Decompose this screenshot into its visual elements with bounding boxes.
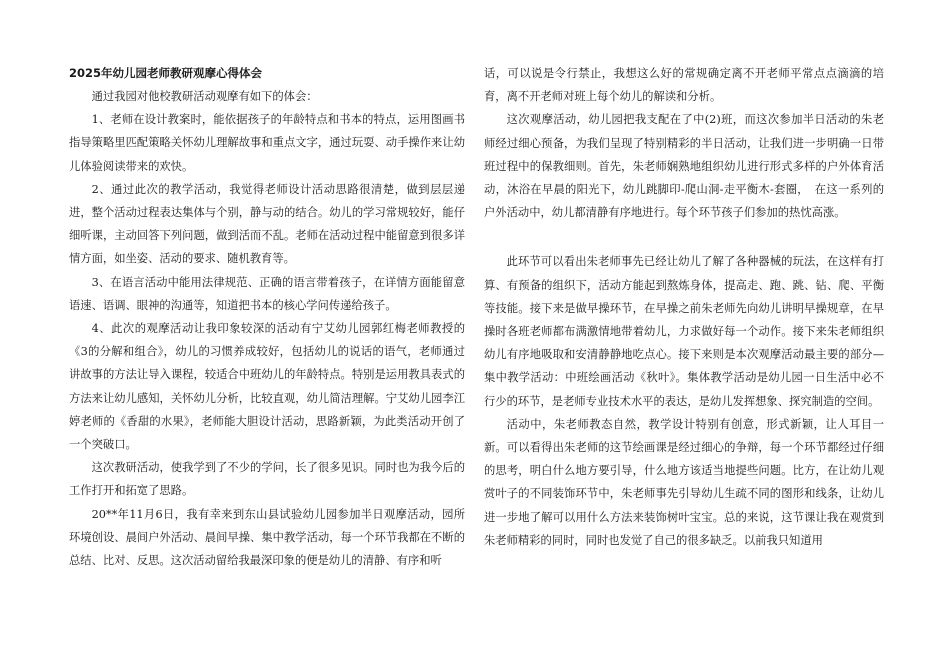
paragraph-point-1: 1、老师在设计教案时，能依据孩子的年龄特点和书本的特点，运用图画书指导策略里匹配策略关怀幼儿理解故事和重点文字，通过玩耍、动手操作来让幼儿体验阅读带来的欢快。 xyxy=(69,113,465,173)
left-column xyxy=(69,62,465,572)
right-column xyxy=(484,62,884,552)
paragraph-gap xyxy=(484,224,884,250)
paragraph-activities: 此环节可以看出朱老师事先已经让幼儿了解了各种器械的玩法，在这样有打算、有预备的组织下，活动方能起到熬炼身体，提高走、跑、跳、钻、爬、平衡等技能。接下来是做早操环节，在早操之前朱老师先向幼儿讲明早操规章，在早操时各班老师都布满激情地带着幼儿，力求做好每一个动作。接下来朱老师组织幼儿有序地吸取和安清静静地吃点心。接下来则是本次观摩活动最主要的部分—集中教学活动：中班绘画活动《秋叶》。集体教学活动是幼儿园一日生活中必不行少的环节，是老师专业技术水平的表达，是幼儿发挥想象、探究制造的空间。 xyxy=(484,255,884,408)
paragraph-point-4: 4、此次的观摩活动让我印象较深的活动有宁艾幼儿园郭红梅老师教授的《3的分解和组合》，幼儿的习惯养成较好，包括幼儿的说话的语气，老师通过讲故事的方法让导入课程，较适合中班幼儿的年龄特点。特别是运用教具表式的方法来让幼儿感知，关怀幼儿分析，比较直观，幼儿简洁理解。宁艾幼儿园李江婷老师的《香甜的水果》，老师能大胆设计活动，思路新颖，为此类活动开创了一个突破口。 xyxy=(69,322,465,452)
paragraph-teaching: 活动中，朱老师教态自然，教学设计特别有创意，形式新颖，让人耳目一新。可以看得出朱老师的这节绘画课是经过细心的争辩，每一个环节都经过仔细的思考，明白什么地方要引导，什么地方该适当地提些问题。比方，在让幼儿观赏叶子的不同装饰环节中，朱老师事先引导幼儿生疏不同的图形和线条，让幼儿进一步地了解可以用什么方法来装饰树叶宝宝。总的来说，这节课让我在观赏到朱老师精彩的同时，同时也发觉了自己的很多缺乏。以前我只知道用 xyxy=(484,417,884,547)
paragraph-observation: 这次观摩活动，幼儿园把我支配在了中(2)班，而这次参加半日活动的朱老师经过细心预备，为我们呈现了特别精彩的半日活动，让我们进一步明确一日带班过程中的保教细则。首先，朱老师娴熟地组织幼儿进行形式多样的户外体育活动，沐浴在早晨的阳光下，幼儿跳脚印-爬山洞-走平衡木-套圈， 在这一系列的户外活动中，幼儿都清静有序地进行。每个环节孩子们参加的热忱高涨。 xyxy=(484,113,884,220)
paragraph-point-3: 3、在语言活动中能用法律规范、正确的语言带着孩子，在详情方面能留意语速、语调、眼神的沟通等，知道把书本的核心学问传递给孩子。 xyxy=(69,275,465,312)
paragraph-visit: 20**年11月6日，我有幸来到东山县试验幼儿园参加半日观摩活动，园所环境创设、晨间户外活动、晨间早操、集中教学活动，每一个环节我都在不断的总结、比对、反思。这次活动留给我最深印象的便是幼儿的清静、有序和听 xyxy=(69,507,465,568)
paragraph-summary: 这次教研活动，使我学到了不少的学问，长了很多见识。同时也为我今后的工作打开和拓宽了思路。 xyxy=(69,461,465,498)
intro-paragraph: 通过我园对他校教研活动观摩有如下的体会： xyxy=(91,90,318,103)
paragraph-continued: 话，可以说是令行禁止，我想这么好的常规确定离不开老师平常点点滴滴的培育，离不开老师对班上每个幼儿的解读和分析。 xyxy=(484,67,884,104)
paragraph-point-2: 2、通过此次的教学活动，我觉得老师设计活动思路很清楚，做到层层递进，整个活动过程表达集体与个别，静与动的结合。幼儿的学习常规较好，能仔细听课，主动回答下列问题，做到活而不乱。老师在活动过程中能留意到很多详情方面，如坐姿、活动的要求、随机教育等。 xyxy=(69,182,465,266)
document-title: 2025年幼儿园老师教研观摩心得体会 xyxy=(69,66,263,80)
